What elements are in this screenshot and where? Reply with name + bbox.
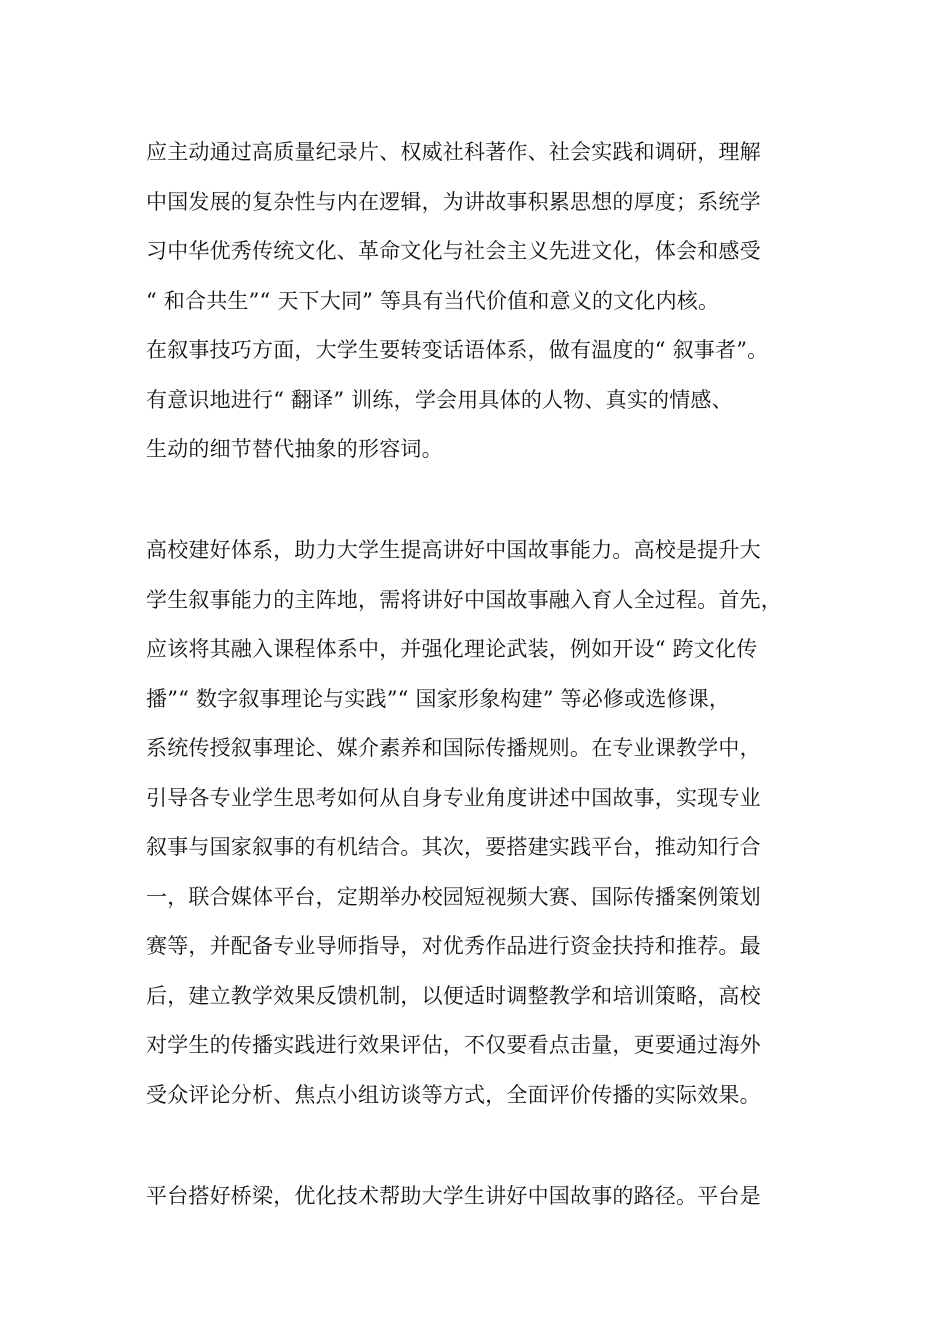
text-line: 一，联合媒体平台，定期举办校园短视频大赛、国际传播案例策划 [146,884,761,909]
text-line: 后，建立教学效果反馈机制，以便适时调整教学和培训策略，高校 [146,983,761,1008]
text-line: 习中华优秀传统文化、革命文化与社会主义先进文化，体会和感受 [146,239,761,263]
text-line: “ 和合共生”“ 天下大同” 等具有当代价值和意义的文化内核。 [146,288,720,313]
text-line: 平台搭好桥梁，优化技术帮助大学生讲好中国故事的路径。平台是 [146,1184,761,1208]
paragraph-3 [146,1172,846,1222]
text-line: 系统传授叙事理论、媒介素养和国际传播规则。在专业课教学中， [146,736,761,760]
text-line: 引导各专业学生思考如何从自身专业角度讲述中国故事，实现专业 [146,785,761,810]
text-line: 有意识地进行“ 翻译” 训练，学会用具体的人物、真实的情感、 [146,387,733,412]
text-line: 叙事与国家叙事的有机结合。其次，要搭建实践平台，推动知行合 [146,835,761,859]
text-line: 对学生的传播实践进行效果评估，不仅要看点击量，更要通过海外 [146,1033,761,1057]
paragraph-2 [146,526,846,1120]
text-line: 播”“ 数字叙事理论与实践”“ 国家形象构建” 等必修或选修课， [146,686,731,711]
text-line: 高校建好体系，助力大学生提高讲好中国故事能力。高校是提升大 [146,538,761,562]
paragraph-1 [146,128,846,475]
text-line: 生动的细节替代抽象的形容词。 [146,437,443,461]
text-line: 中国发展的复杂性与内在逻辑，为讲故事积累思想的厚度；系统学 [146,189,761,214]
text-line: 在叙事技巧方面，大学生要转变话语体系，做有温度的“ 叙事者”。 [146,338,769,362]
text-line: 赛等，并配备专业导师指导，对优秀作品进行资金扶持和推荐。最 [146,934,761,958]
text-line: 应该将其融入课程体系中，并强化理论武装，例如开设“ 跨文化传 [146,637,758,661]
text-line: 受众评论分析、焦点小组访谈等方式，全面评价传播的实际效果。 [146,1082,761,1107]
text-line: 应主动通过高质量纪录片、权威社科著作、社会实践和调研，理解 [146,140,761,164]
text-line: 学生叙事能力的主阵地，需将讲好中国故事融入育人全过程。首先， [146,587,782,612]
